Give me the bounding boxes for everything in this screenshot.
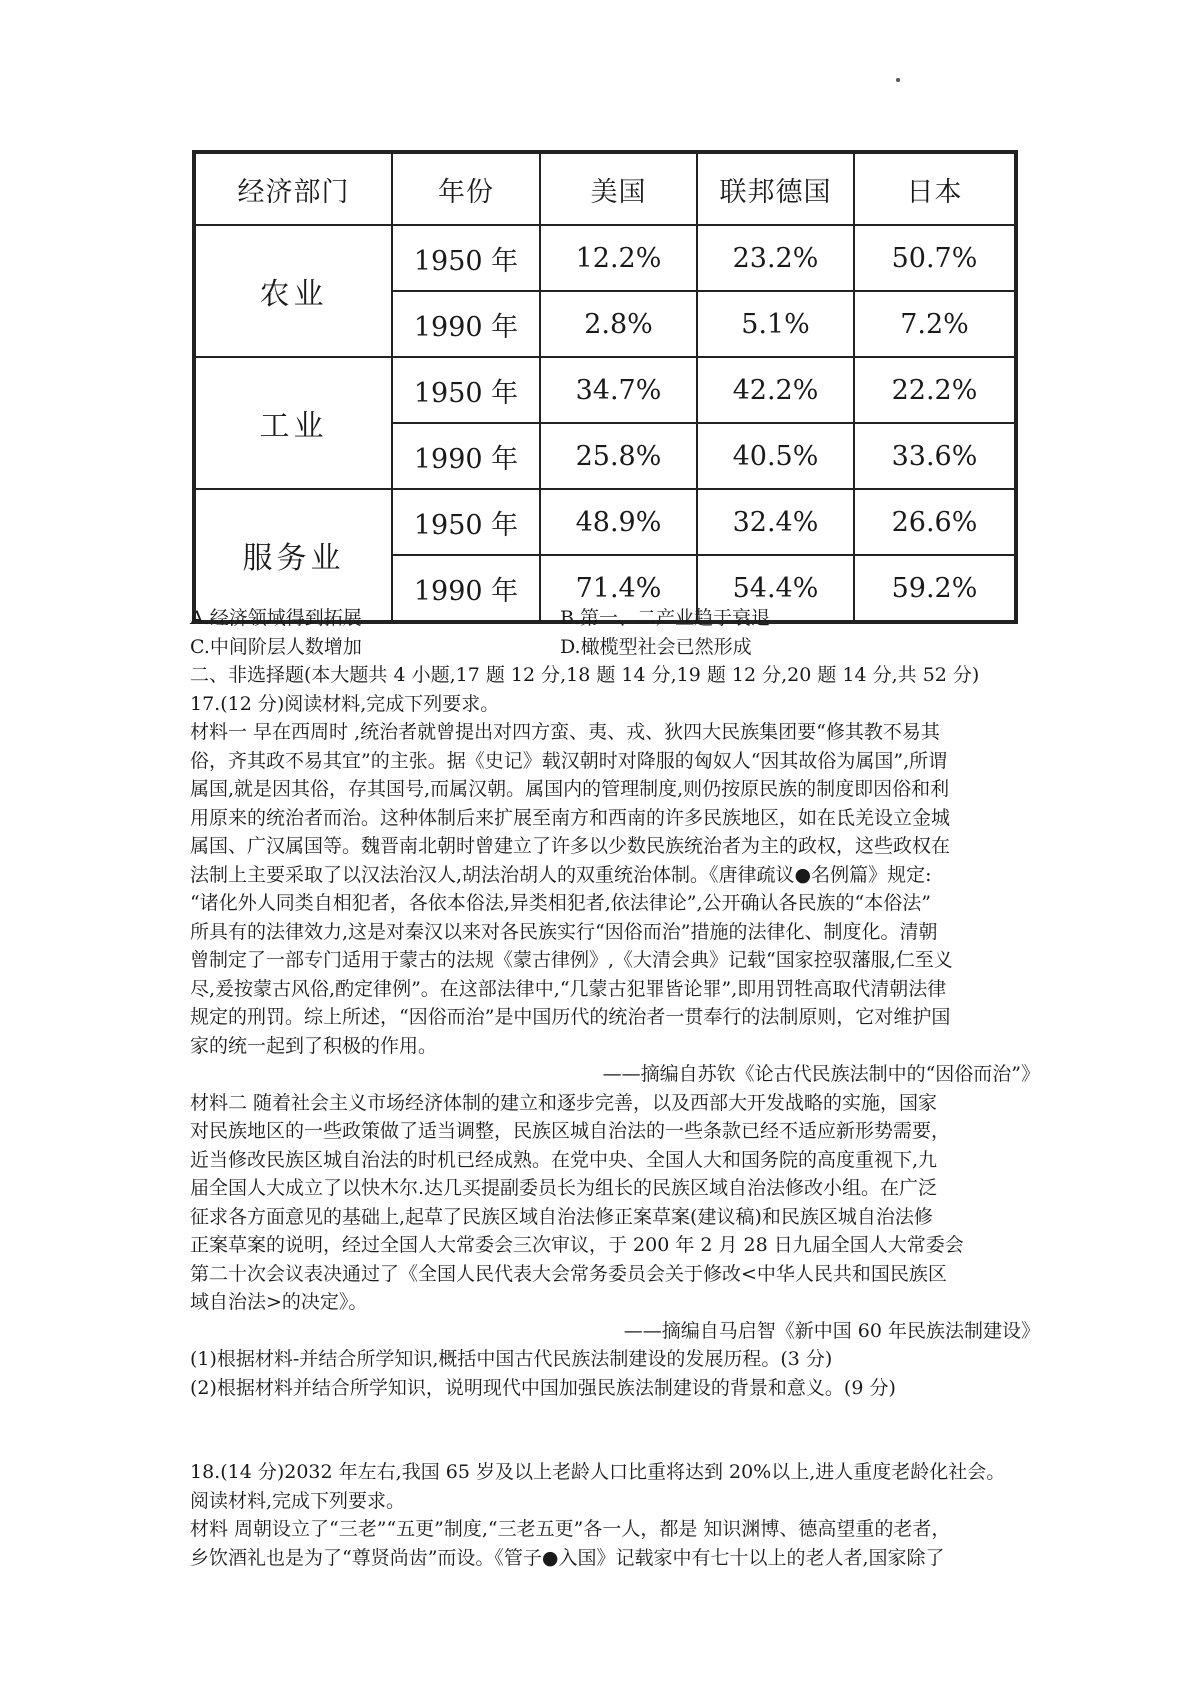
year-cell: 1950 年	[392, 489, 540, 555]
material-line: 俗，齐其政不易其宜”的主张。据《史记》载汉朝时对降服的匈奴人“因其故俗为属国”,所谓	[190, 749, 948, 772]
us-cell: 12.2%	[540, 225, 697, 291]
year-cell: 1990 年	[392, 555, 540, 622]
q17-subquestion-1: (1)根据材料-并结合所学知识,概括中国古代民族法制建设的发展历程。(3 分)	[190, 1348, 833, 1370]
q18-line: 18.(14 分)2032 年左右,我国 65 岁及以上老龄人口比重将达到 20%以上,进人重度老龄化社会。	[190, 1461, 1006, 1483]
q18-line: 乡饮酒礼也是为了“尊贤尚齿”而设。《管子●入国》记载家中有七十以上的老人者,国家除了	[190, 1546, 945, 1569]
de-cell: 23.2%	[697, 225, 854, 291]
header-year: 年份	[392, 152, 540, 225]
year-cell: 1990 年	[392, 291, 540, 357]
jp-cell: 7.2%	[854, 291, 1016, 357]
material-line: 征求各方面意见的基础上,起草了民族区域自治法修正案草案(建议稿)和民族区城自治法修	[190, 1205, 933, 1228]
material-line: 用原来的统治者而治。这种体制后来扩展至南方和西南的许多民族地区，如在氐羌设立金城	[190, 806, 951, 829]
option-c: C.中间阶层人数增加	[190, 635, 362, 658]
material-line: “诸化外人同类自相犯者，各依本俗法,异类相犯者,依法律论”,公开确认各民族的“本俗法”	[190, 892, 931, 914]
jp-cell: 33.6%	[854, 423, 1016, 489]
us-cell: 2.8%	[540, 291, 697, 357]
material-line: 材料一 早在西周时 ,统治者就曾提出对四方蛮、夷、戎、狄四大民族集团要“修其教不易其	[190, 721, 940, 743]
year-cell: 1950 年	[392, 357, 540, 423]
sector-cell: 工业	[194, 357, 392, 489]
material-line: 曾制定了一部专门适用于蒙古的法规《蒙古律例》,《大清会典》记载“国家控驭藩服,仁至义	[190, 949, 953, 971]
header-sector: 经济部门	[194, 152, 392, 225]
q18	[190, 1458, 1040, 1572]
q18-line: 阅读材料,完成下列要求。	[190, 1489, 406, 1512]
q17-subquestion-2: (2)根据材料并结合所学知识，说明现代中国加强民族法制建设的背景和意义。(9 分)	[190, 1376, 896, 1399]
material-line: 第二十次会议表决通过了《全国人民代表大会常务委员会关于修改<中华人民共和国民族区	[190, 1262, 947, 1285]
option-b: B.第一、二产业趋于衰退	[560, 607, 771, 629]
q17-title: 17.(12 分)阅读材料,完成下列要求。	[190, 692, 500, 715]
de-cell: 54.4%	[697, 555, 854, 622]
header-japan: 日本	[854, 152, 1016, 225]
options-row-2	[190, 633, 1040, 662]
de-cell: 32.4%	[697, 489, 854, 555]
de-cell: 40.5%	[697, 423, 854, 489]
de-cell: 42.2%	[697, 357, 854, 423]
material-line: 域自治法>的决定》。	[190, 1291, 368, 1313]
material-line: 正案草案的说明，经过全国人大常委会三次审议，于 200 年 2 月 28 日九届全国人大常委会	[190, 1234, 964, 1256]
material-line: 近当修改民族区城自治法的时机已经成熟。在党中央、全国人大和国务院的高度重视下,九	[190, 1148, 938, 1171]
us-cell: 71.4%	[540, 555, 697, 622]
option-d: D.橄榄型社会已然形成	[560, 635, 752, 658]
us-cell: 48.9%	[540, 489, 697, 555]
de-cell: 5.1%	[697, 291, 854, 357]
answer-space	[190, 1402, 1040, 1458]
material-line: 尽,爰按蒙古风俗,酌定律例”。在这部法律中,“几蒙古犯罪皆论罪”,即用罚牲高取代清朝法律	[190, 977, 947, 1000]
material-line: 规定的刑罚。综上所述，“因俗而治”是中国历代的统治者一贯奉行的法制原则，它对维护国	[190, 1006, 951, 1028]
header-us: 美国	[540, 152, 697, 225]
material-line: 属国,就是因其俗，存其国号,而属汉朝。属国内的管理制度,则仍按原民族的制度即因俗和利	[190, 778, 950, 800]
sector-cell: 服务业	[194, 489, 392, 622]
header-west-germany: 联邦德国	[697, 152, 854, 225]
economy-sector-table	[192, 150, 1018, 624]
table-row	[194, 225, 1016, 291]
material-source: ——摘编自苏钦《论古代民族法制中的“因俗而治”》	[602, 1063, 1040, 1085]
section-heading: 二、非选择题(本大题共 4 小题,17 题 12 分,18 题 14 分,19 题 12 分,20 题 14 分,共 52 分)	[190, 664, 980, 686]
jp-cell: 59.2%	[854, 555, 1016, 622]
material-line: 家的统一起到了积极的作用。	[190, 1034, 438, 1057]
material-1	[190, 718, 1040, 1089]
jp-cell: 22.2%	[854, 357, 1016, 423]
jp-cell: 50.7%	[854, 225, 1016, 291]
us-cell: 25.8%	[540, 423, 697, 489]
scan-speck	[896, 78, 900, 82]
material-line: 所具有的法律效力,这是对秦汉以来对各民族实行“因俗而治”措施的法律化、制度化。清朝	[190, 920, 938, 943]
options-row-1	[190, 604, 1040, 633]
material-line: 法制上主要采取了以汉法治汉人,胡法治胡人的双重统治体制。《唐律疏议●名例篇》规定:	[190, 863, 932, 886]
table-row	[194, 357, 1016, 423]
year-cell: 1950 年	[392, 225, 540, 291]
material-line: 材料二 随着社会主义市场经济体制的建立和逐步完善，以及西部大开发战略的实施，国家	[190, 1091, 938, 1114]
question-text	[190, 604, 1040, 1572]
material-2	[190, 1089, 1040, 1346]
us-cell: 34.7%	[540, 357, 697, 423]
q18-line: 材料 周朝设立了“三老”“五更”制度,“三老五更”各一人，都是 知识渊博、德高望重的老者，	[190, 1518, 951, 1540]
material-source: ——摘编自马启智《新中国 60 年民族法制建设》	[623, 1319, 1040, 1342]
sector-cell: 农业	[194, 225, 392, 357]
option-a: A.经济领域得到拓展	[190, 607, 362, 629]
material-line: 届全国人大成立了以快木尔.达几买提副委员长为组长的民族区域自治法修改小组。在广泛	[190, 1177, 938, 1199]
year-cell: 1990 年	[392, 423, 540, 489]
material-line: 对民族地区的一些政策做了适当调整，民族区城自治法的一些条款已经不适应新形势需要，	[190, 1120, 951, 1142]
material-line: 属国、广汉属国等。魏晋南北朝时曾建立了许多以少数民族统治者为主的政权，这些政权在	[190, 835, 951, 857]
table-header-row	[194, 152, 1016, 225]
jp-cell: 26.6%	[854, 489, 1016, 555]
table-row	[194, 489, 1016, 555]
